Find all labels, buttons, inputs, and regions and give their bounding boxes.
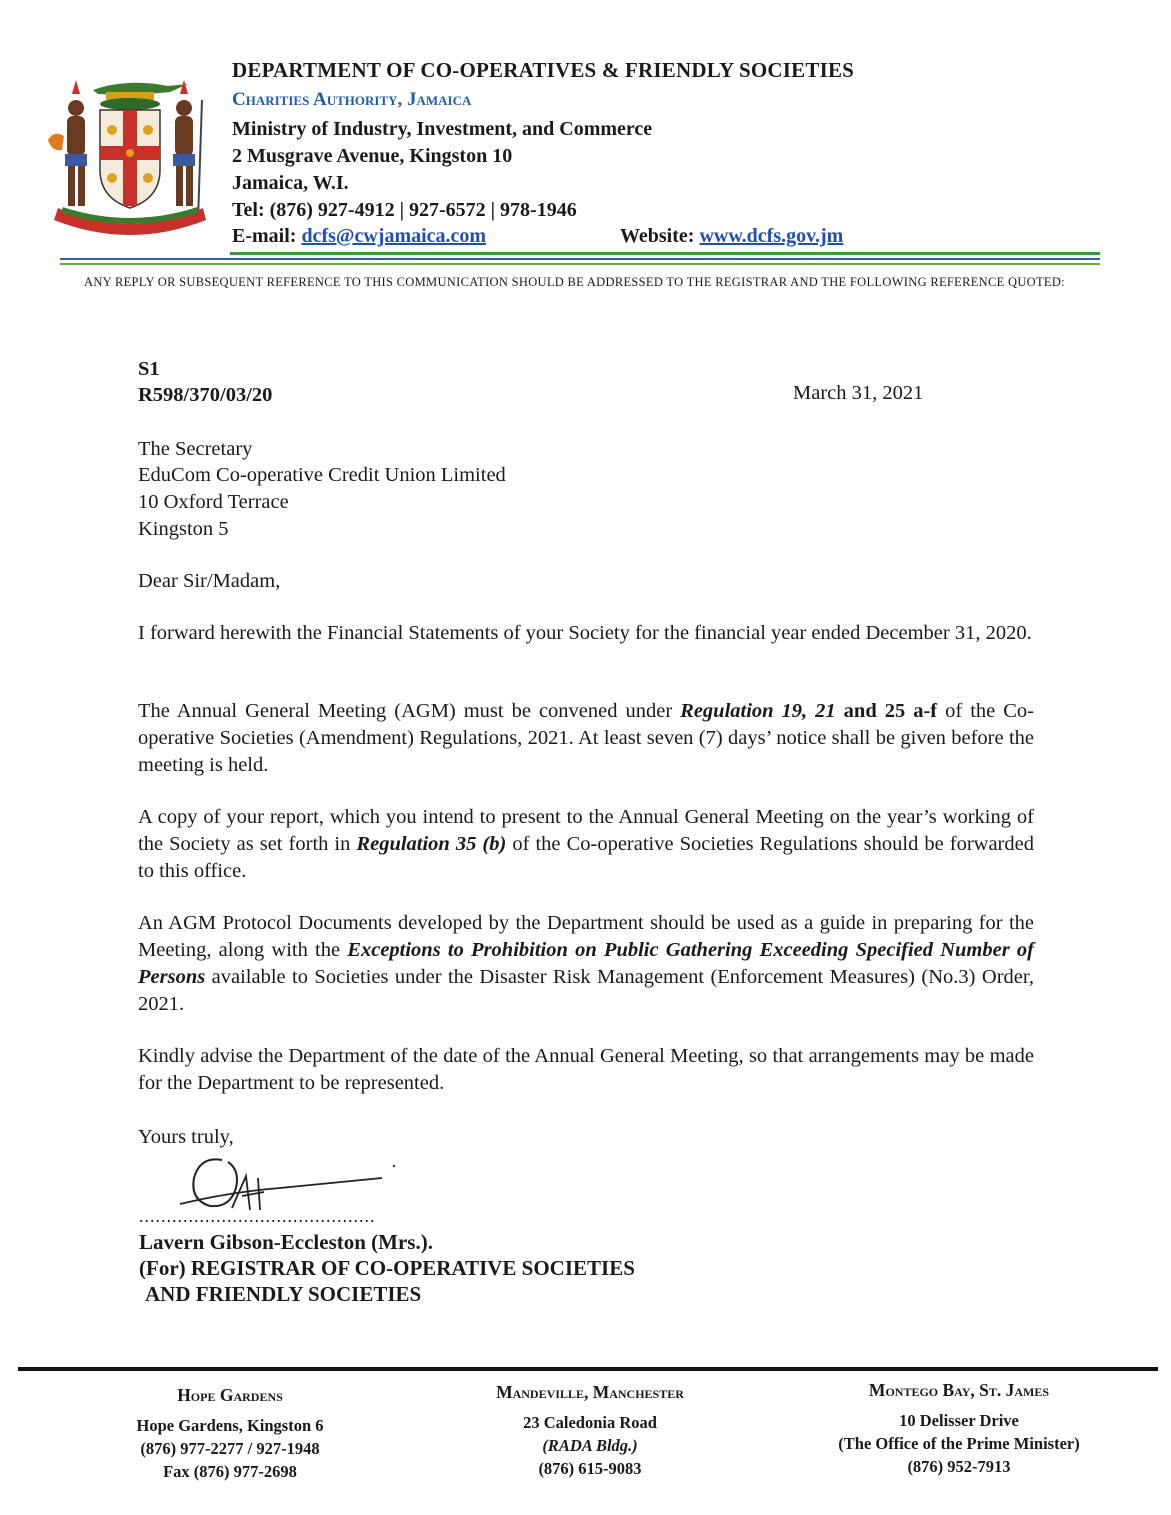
header-divider-green [230,252,1100,255]
header-divider-blue [60,258,1100,260]
charities-authority: Charities Authority, Jamaica [232,89,472,110]
paragraph-2: The Annual General Meeting (AGM) must be convened under Regulation 19, 21 and 25 a-f of the Co-operative Societies (Amendment) Regulations, 2021. At least seven (7) days’ notice shall be given before the meeting is held. [138,700,1034,776]
office-fax: Fax (876) 977-2698 [163,1462,297,1481]
paragraph-4: An AGM Protocol Documents developed by the Department should be used as a guide in preparing for the Meeting, along with the Exceptions to Prohibition on Public Gathering Exceeding Specified Number of Persons available to Societies under the Disaster Risk Management (Enforcement Measures) (No.3) Order, 2021. [138,912,1034,1015]
reference-code-1: S1 [138,358,160,380]
recipient-line-1: The Secretary [138,438,253,460]
office-building: (RADA Bldg.) [542,1436,638,1455]
signatory-title-1: (For) REGISTRAR OF CO-OPERATIVE SOCIETIES [139,1256,635,1280]
telephone-numbers: Tel: (876) 927-4912 | 927-6572 | 978-1946 [232,199,577,221]
footer-office-hope-gardens [80,1385,380,1483]
coat-of-arms-icon [38,70,213,245]
regulation-35b: Regulation 35 (b) [356,833,507,855]
letter-date: March 31, 2021 [793,382,924,404]
regulation-25: and 25 a-f [835,700,938,722]
office-building: (The Office of the Prime Minister) [838,1434,1080,1453]
recipient-line-3: 10 Oxford Terrace [138,491,289,513]
paragraph-1: I forward herewith the Financial Statements of your Society for the financial year ended December 31, 2020. [138,622,1032,644]
email-label: E-mail: [232,225,297,247]
office-heading: Montego Bay, St. James [868,1380,1050,1400]
website-link[interactable]: www.dcfs.gov.jm [699,225,844,247]
signature-dotted-line: ........................................... [139,1206,376,1226]
office-line: 23 Caledonia Road [523,1413,657,1432]
reference-notice: ANY REPLY OR SUBSEQUENT REFERENCE TO THIS COMMUNICATION SHOULD BE ADDRESSED TO THE REGISTRAR AND THE FOLLOWING REFERENCE QUOTED: [84,275,1065,289]
regulation-19-21: Regulation 19, 21 [680,700,836,722]
recipient-line-4: Kingston 5 [138,518,229,540]
email-link[interactable]: dcfs@cwjamaica.com [301,225,487,247]
footer-divider [18,1367,1158,1371]
office-phone: (876) 977-2277 / 927-1948 [140,1439,320,1458]
exceptions-order-title: Exceptions to Prohibition on Public Gathering Exceeding Specified Number of Persons [138,939,1034,988]
office-phone: (876) 615-9083 [538,1459,642,1478]
paragraph-5: Kindly advise the Department of the date of the Annual General Meeting, so that arrangements may be made for the Department to be represented. [138,1045,1034,1094]
email-row [232,225,486,248]
department-title: DEPARTMENT OF CO-OPERATIVES & FRIENDLY SOCIETIES [232,58,855,82]
office-line: 10 Delisser Drive [899,1411,1019,1430]
salutation: Dear Sir/Madam, [138,570,281,592]
address-line-2: Jamaica, W.I. [232,172,349,194]
footer-office-mandeville [430,1382,750,1480]
office-heading: Hope Gardens [177,1385,283,1405]
website-row [620,225,843,248]
closing: Yours truly, [138,1126,234,1148]
ministry-name: Ministry of Industry, Investment, and Commerce [232,118,653,140]
header-divider-green-2 [60,263,1100,265]
paragraph-3: A copy of your report, which you intend to present to the Annual General Meeting on the year’s working of the Society as set forth in Regulation 35 (b) of the Co-operative Societies Regulations should be forwarded to this office. [138,806,1034,882]
signatory-title-2: AND FRIENDLY SOCIETIES [145,1282,422,1306]
footer-office-montego-bay [800,1380,1118,1478]
address-line-1: 2 Musgrave Avenue, Kingston 10 [232,145,513,167]
reference-code-2: R598/370/03/20 [138,384,273,406]
office-line: Hope Gardens, Kingston 6 [136,1416,324,1435]
recipient-line-2: EduCom Co-operative Credit Union Limited [138,464,506,486]
website-label: Website: [620,225,695,247]
office-phone: (876) 952-7913 [907,1457,1011,1476]
signatory-name: Lavern Gibson-Eccleston (Mrs.). [139,1230,433,1254]
office-heading: Mandeville, Manchester [496,1382,684,1402]
coat-of-arms-crest [38,70,213,245]
